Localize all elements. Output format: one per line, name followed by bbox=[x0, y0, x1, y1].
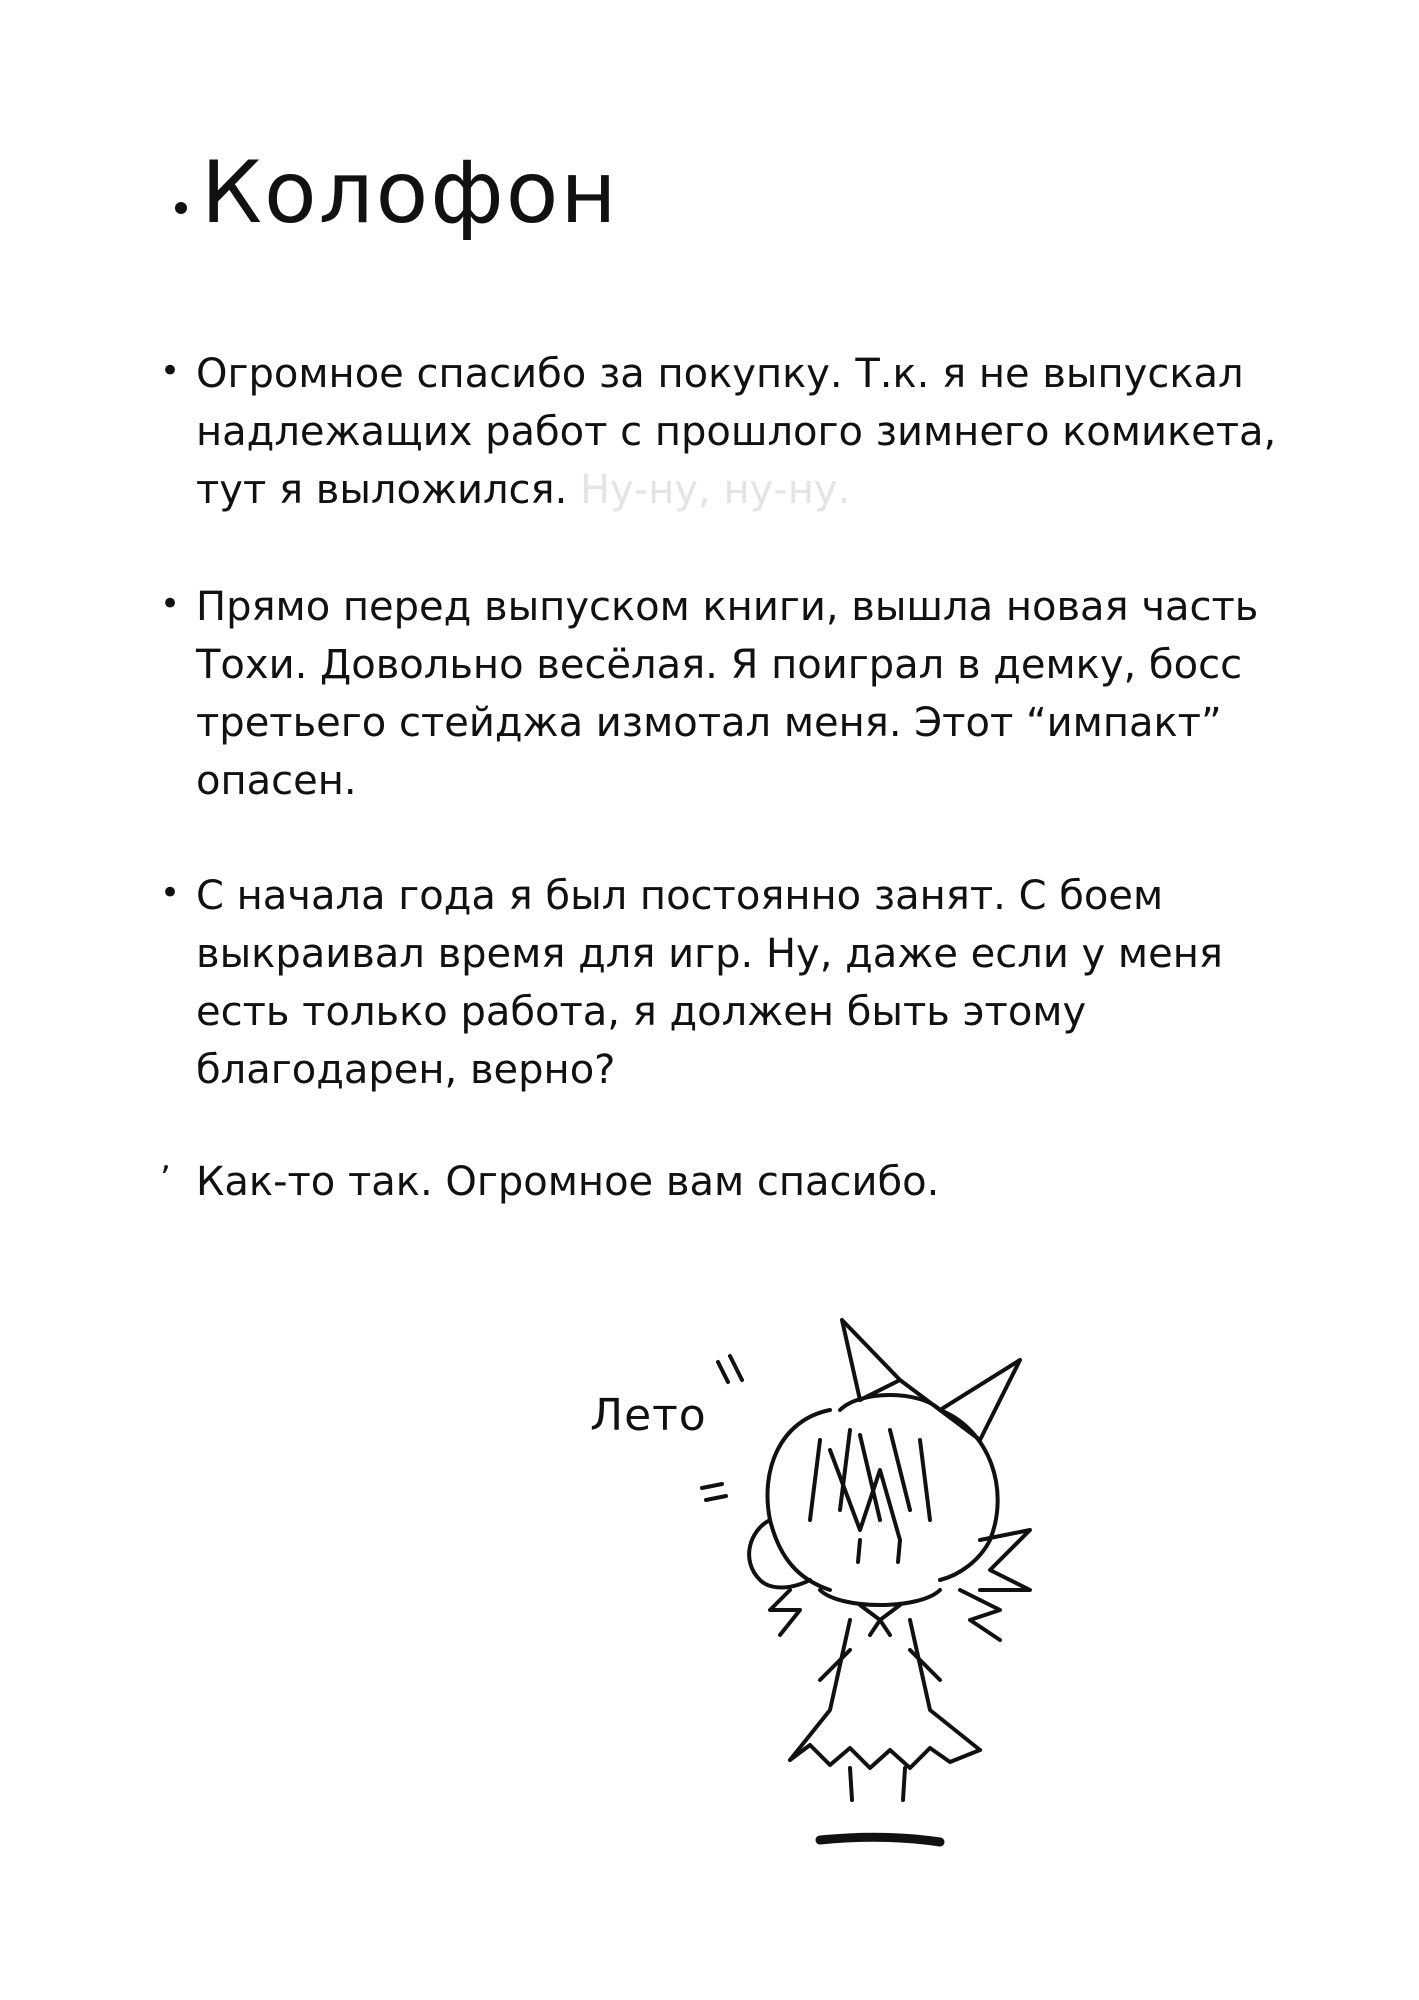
paragraph-3 bbox=[160, 867, 1310, 1099]
bullet-icon: ’ bbox=[160, 1159, 171, 1199]
faint-aside-text: Ну-ну, ну-ну. bbox=[567, 467, 851, 513]
title-block bbox=[175, 143, 619, 243]
paragraph-text bbox=[196, 345, 1310, 519]
page-title: Колофон bbox=[201, 143, 619, 243]
bullet-icon: • bbox=[160, 351, 181, 391]
paragraph-1-text: Огромное спасибо за покупку. Т.к. я не выпускал надлежащих работ с прошлого зимнего комикета, тут я выложился. bbox=[196, 351, 1277, 513]
paragraph-2-text: Прямо перед выпуском книги, вышла новая часть Тохи. Довольно весёлая. Я поиграл в демку, босс третьего стейджа измотал меня. Этот “импакт” опасен. bbox=[196, 584, 1259, 804]
paragraph-3-text: С начала года я был постоянно занят. С боем выкраивал время для игр. Ну, даже если у меня есть только работа, я должен быть этому благодарен, верно? bbox=[196, 873, 1223, 1093]
bullet-icon: • bbox=[160, 873, 181, 913]
signature: Лето bbox=[590, 1390, 707, 1441]
paragraph-4-text: Как-то так. Огромное вам спасибо. bbox=[196, 1159, 940, 1205]
paragraph-1 bbox=[160, 345, 1310, 519]
bullet-icon: • bbox=[160, 584, 181, 624]
chibi-girl-with-bow-drawing bbox=[560, 1290, 1080, 1850]
paragraph-4 bbox=[160, 1153, 1310, 1211]
paragraph-2 bbox=[160, 578, 1310, 810]
title-dot-icon bbox=[175, 202, 187, 214]
